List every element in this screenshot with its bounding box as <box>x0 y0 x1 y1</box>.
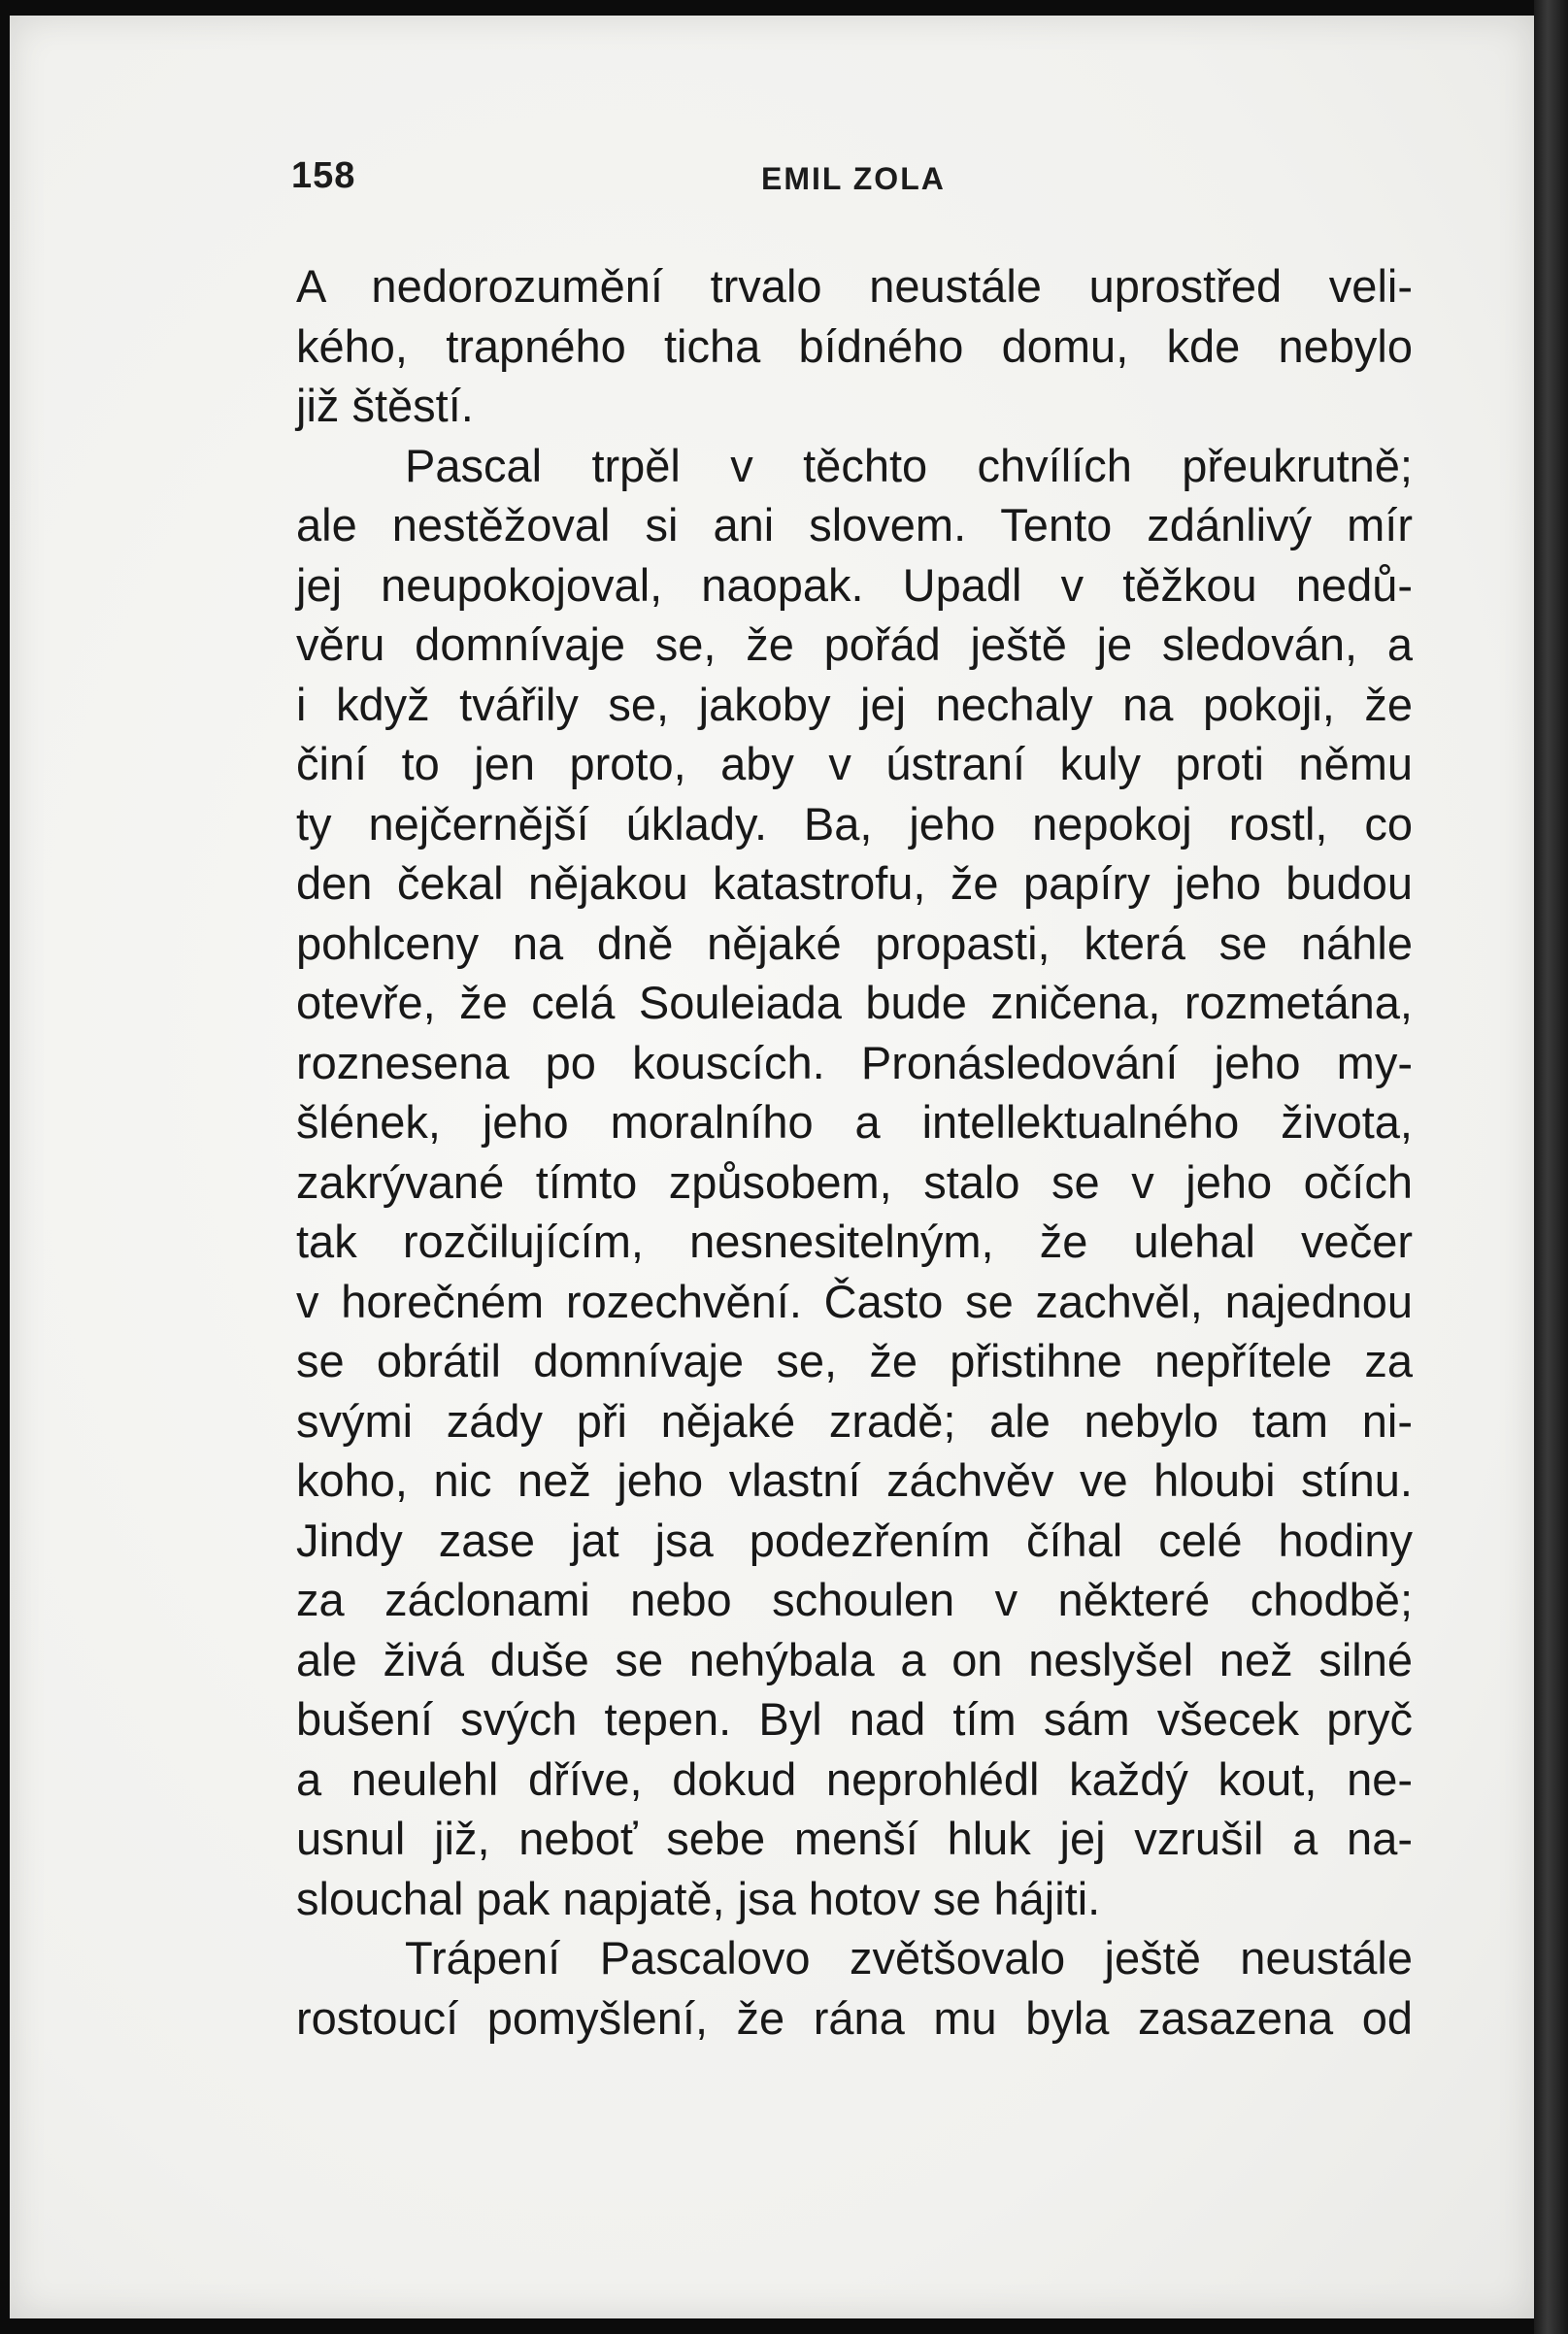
text-line: ale nestěžoval si ani slovem. Tento zdánlivý mír <box>296 499 1413 550</box>
text-line: koho, nic než jeho vlastní záchvěv ve hloubi stínu. <box>296 1454 1413 1506</box>
text-line: rostoucí pomyšlení, že rána mu byla zasazena od <box>296 1991 1413 2044</box>
page-header <box>291 155 1418 214</box>
body-text <box>296 256 1413 2048</box>
text-line: i když tvářily se, jakoby jej nechaly na pokoji, že <box>296 678 1413 730</box>
text-line: již štěstí. <box>296 380 474 431</box>
text-line: ale živá duše se nehýbala a on neslyšel než silné <box>296 1633 1413 1685</box>
text-line: se obrátil domnívaje se, že přistihne nepřítele za <box>296 1335 1413 1386</box>
text-line: v horečném rozechvění. Často se zachvěl, najednou <box>296 1275 1413 1327</box>
text-line: kého, trapného ticha bídného domu, kde nebylo <box>296 319 1413 372</box>
text-line: Trápení Pascalovo zvětšovalo ještě neustále <box>405 1932 1413 1984</box>
text-line: tak rozčilujícím, nesnesitelným, že ulehal večer <box>296 1216 1413 1267</box>
text-line: svými zády při nějaké zradě; ale nebylo tam ni- <box>296 1394 1413 1447</box>
text-line: jej neupokojoval, naopak. Upadl v těžkou nedů- <box>296 558 1413 611</box>
text-line: usnul již, neboť sebe menší hluk jej vzrušil a na- <box>296 1813 1413 1864</box>
text-line: věru domnívaje se, že pořád ještě je sledován, a <box>296 618 1413 670</box>
page-edge <box>1534 0 1568 2334</box>
text-line: bušení svých tepen. Byl nad tím sám všecek pryč <box>296 1693 1413 1745</box>
text-line: A nedorozumění trvalo neustále uprostřed veli- <box>296 260 1413 312</box>
text-line: ty nejčernější úklady. Ba, jeho nepokoj rostl, co <box>296 797 1413 850</box>
text-line: činí to jen proto, aby v ústraní kuly proti němu <box>296 738 1413 789</box>
running-head: EMIL ZOLA <box>761 161 946 196</box>
text-line: šlének, jeho moralního a intellektualného života, <box>296 1096 1413 1148</box>
text-line: roznesena po kouscích. Pronásledování jeho my- <box>296 1036 1413 1088</box>
text-line: a neulehl dříve, dokud neprohlédl každý kout, ne- <box>296 1752 1413 1805</box>
text-line: otevře, že celá Souleiada bude zničena, rozmetána, <box>296 977 1413 1028</box>
text-line: den čekal nějakou katastrofu, že papíry jeho budou <box>296 857 1413 909</box>
text-line: pohlceny na dně nějaké propasti, která se náhle <box>296 917 1413 969</box>
text-line: Pascal trpěl v těchto chvílích přeukrutně; <box>405 439 1413 491</box>
text-line: slouchal pak napjatě, jsa hotov se hájiti. <box>296 1872 1101 1924</box>
text-line: zakrývané tímto způsobem, stalo se v jeho očích <box>296 1155 1413 1208</box>
text-line: za záclonami nebo schoulen v některé chodbě; <box>296 1574 1413 1625</box>
text-line: Jindy zase jat jsa podezřením číhal celé hodiny <box>296 1514 1413 1566</box>
page-number: 158 <box>291 155 356 196</box>
